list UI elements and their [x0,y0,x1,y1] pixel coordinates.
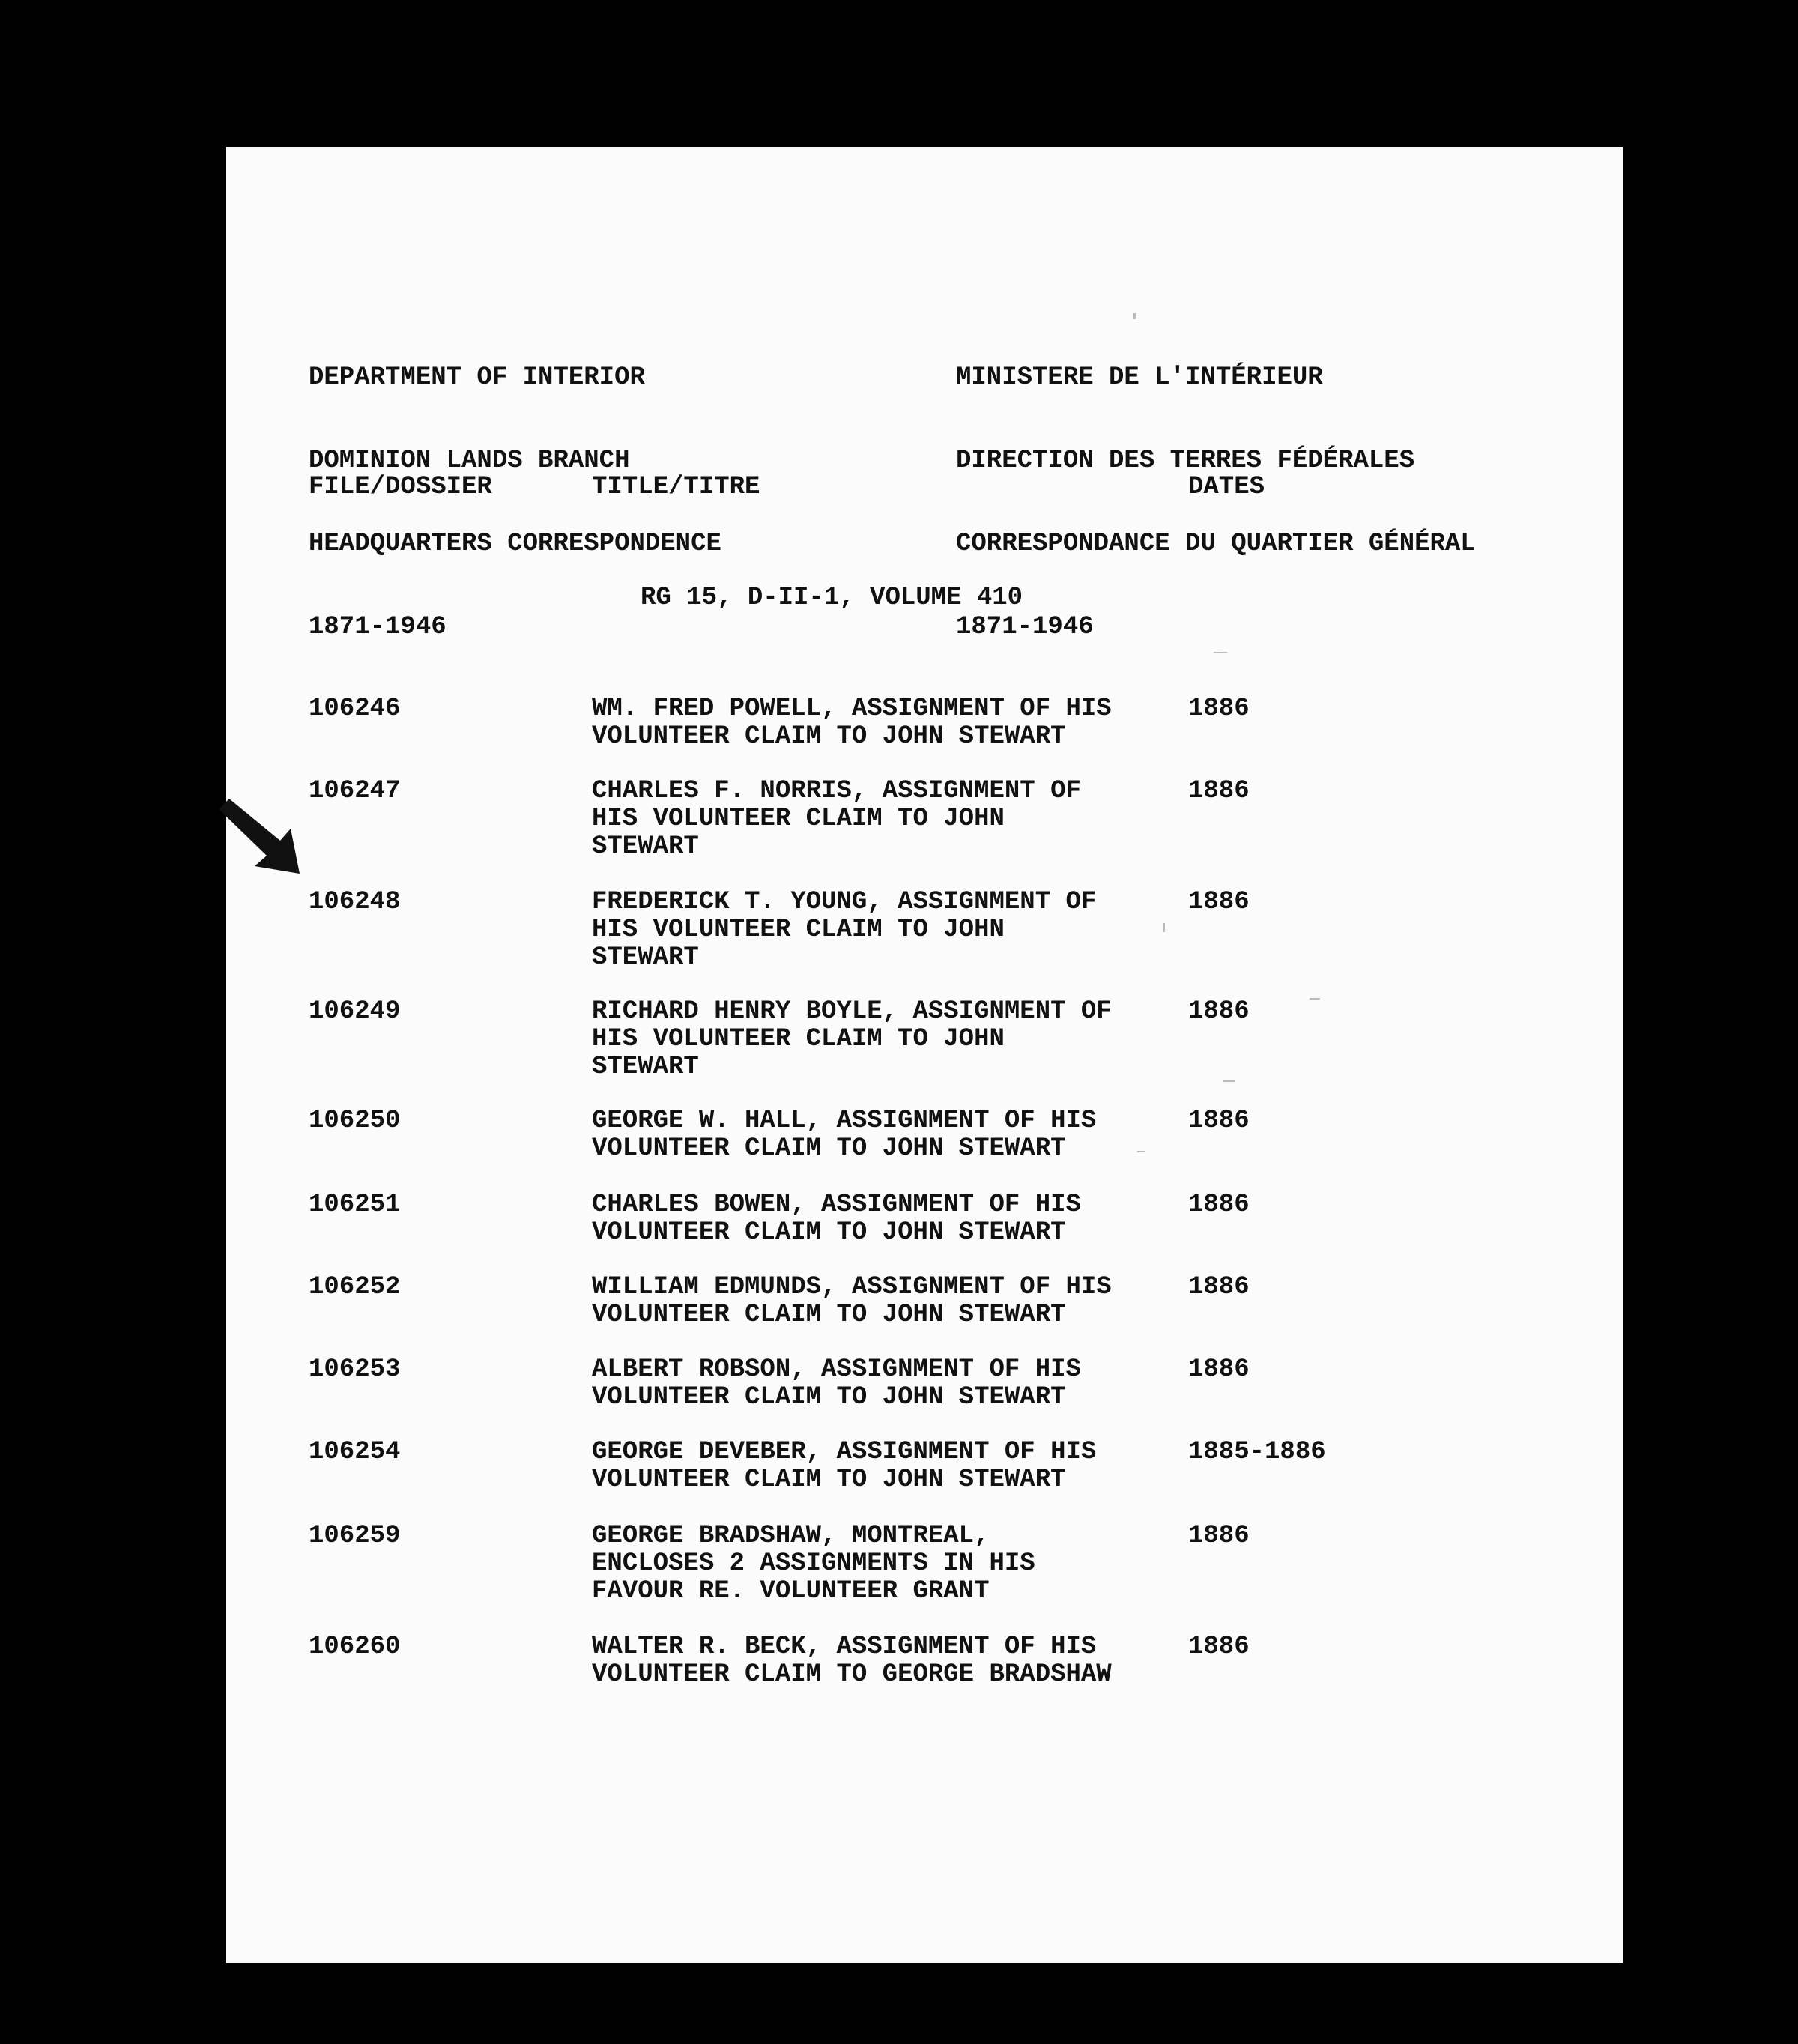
paper-mark [1310,998,1320,1000]
file-number: 106251 [309,1191,401,1219]
file-title-line: HIS VOLUNTEER CLAIM TO JOHN [592,805,1005,833]
column-header-file: FILE/DOSSIER [309,473,492,501]
file-entry [226,1107,1623,1163]
paper-mark [1133,313,1136,319]
file-dates: 1886 [1188,997,1250,1026]
file-title-line: ENCLOSES 2 ASSIGNMENTS IN HIS [592,1549,1035,1578]
file-entry [226,1273,1623,1329]
file-title-line: GEORGE BRADSHAW, MONTREAL, [592,1522,990,1550]
file-entry [226,777,1623,861]
file-number: 106253 [309,1355,401,1384]
file-title-line: GEORGE W. HALL, ASSIGNMENT OF HIS [592,1107,1097,1135]
column-header-title: TITLE/TITRE [592,473,760,501]
file-title-line: GEORGE DEVEBER, ASSIGNMENT OF HIS [592,1438,1097,1466]
paper-mark [1214,652,1227,653]
file-title-line: FREDERICK T. YOUNG, ASSIGNMENT OF [592,888,1097,916]
file-title-line: WILLIAM EDMUNDS, ASSIGNMENT OF HIS [592,1273,1112,1301]
file-title-line: VOLUNTEER CLAIM TO GEORGE BRADSHAW [592,1660,1112,1689]
file-number: 106254 [309,1438,401,1466]
file-dates: 1886 [1188,1633,1250,1661]
file-title [592,1439,1096,1494]
file-number: 106260 [309,1633,401,1661]
document-page [226,147,1623,1963]
file-title-line: WALTER R. BECK, ASSIGNMENT OF HIS [592,1633,1097,1661]
file-entry [226,695,1623,751]
file-entry [226,1438,1623,1494]
volume-heading: RG 15, D-II-1, VOLUME 410 [641,584,1023,612]
header-english-line: 1871-1946 [309,613,447,641]
header-french-line: MINISTERE DE L'INTÉRIEUR [956,363,1323,392]
file-number: 106248 [309,888,401,916]
file-title [592,778,1081,861]
paper-mark [1223,1080,1235,1082]
file-title-line: STEWART [592,1053,699,1081]
header-english-line: DOMINION LANDS BRANCH [309,447,630,475]
file-title-line: VOLUNTEER CLAIM TO JOHN STEWART [592,1134,1066,1163]
file-entry [226,888,1623,972]
file-title [592,889,1096,972]
file-title-line: FAVOUR RE. VOLUNTEER GRANT [592,1577,990,1606]
header-french-line: 1871-1946 [956,613,1094,641]
file-title [592,1356,1081,1412]
file-dates: 1886 [1188,695,1250,723]
file-title-line: VOLUNTEER CLAIM TO JOHN STEWART [592,722,1066,751]
header-english-line: DEPARTMENT OF INTERIOR [309,363,645,392]
file-entry [226,1191,1623,1247]
file-dates: 1886 [1188,1191,1250,1219]
file-number: 106249 [309,997,401,1026]
file-title-line: RICHARD HENRY BOYLE, ASSIGNMENT OF [592,997,1112,1026]
file-number: 106247 [309,777,401,805]
header-english-line: HEADQUARTERS CORRESPONDENCE [309,530,721,558]
file-title-line: HIS VOLUNTEER CLAIM TO JOHN [592,916,1005,944]
file-dates: 1886 [1188,777,1250,805]
column-header-dates: DATES [1188,473,1265,501]
paper-mark [1163,923,1165,932]
header-french-line: CORRESPONDANCE DU QUARTIER GÉNÉRAL [956,530,1476,558]
file-entry [226,1522,1623,1606]
file-title [592,1633,1112,1689]
file-number: 106259 [309,1522,401,1550]
file-number: 106250 [309,1107,401,1135]
file-title [592,1191,1081,1247]
file-entry [226,1355,1623,1412]
file-title-line: WM. FRED POWELL, ASSIGNMENT OF HIS [592,695,1112,723]
header-english [309,309,721,697]
file-number: 106246 [309,695,401,723]
file-dates: 1886 [1188,1107,1250,1135]
file-title-line: VOLUNTEER CLAIM TO JOHN STEWART [592,1466,1066,1494]
file-entry [226,997,1623,1081]
file-title-line: VOLUNTEER CLAIM TO JOHN STEWART [592,1383,1066,1412]
file-title-line: STEWART [592,832,699,861]
file-title [592,1274,1112,1329]
file-dates: 1886 [1188,1355,1250,1384]
header-french [956,309,1476,697]
pointer-arrow-icon [219,799,309,881]
file-title-line: HIS VOLUNTEER CLAIM TO JOHN [592,1025,1005,1053]
file-title-line: CHARLES BOWEN, ASSIGNMENT OF HIS [592,1191,1081,1219]
file-dates: 1885-1886 [1188,1438,1326,1466]
file-title [592,1107,1096,1163]
file-title-line: CHARLES F. NORRIS, ASSIGNMENT OF [592,777,1081,805]
file-entry [226,1633,1623,1689]
file-title-line: ALBERT ROBSON, ASSIGNMENT OF HIS [592,1355,1081,1384]
file-dates: 1886 [1188,1273,1250,1301]
file-title [592,695,1112,751]
file-title [592,1523,1035,1606]
file-title [592,998,1112,1081]
file-dates: 1886 [1188,1522,1250,1550]
header-french-line: DIRECTION DES TERRES FÉDÉRALES [956,447,1415,475]
file-number: 106252 [309,1273,401,1301]
file-title-line: STEWART [592,943,699,972]
paper-mark [1137,1151,1145,1152]
file-dates: 1886 [1188,888,1250,916]
file-title-line: VOLUNTEER CLAIM TO JOHN STEWART [592,1218,1066,1247]
file-title-line: VOLUNTEER CLAIM TO JOHN STEWART [592,1301,1066,1329]
